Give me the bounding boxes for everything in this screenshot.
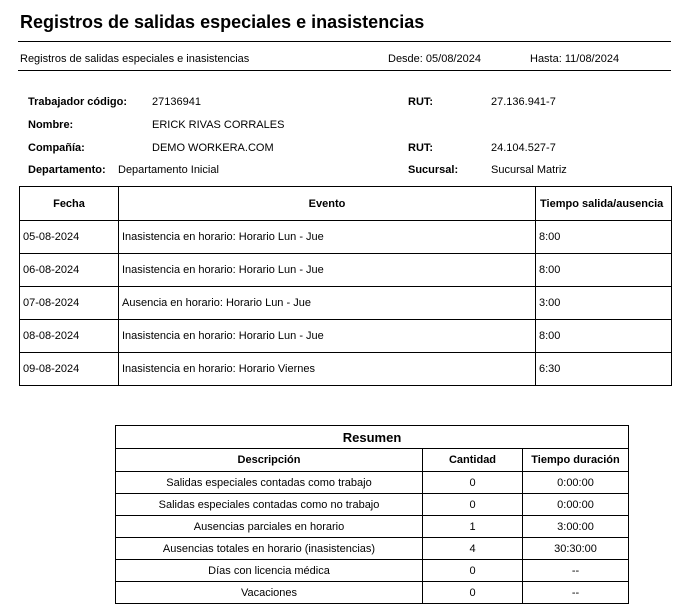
report-name: Registros de salidas especiales e inasistencias <box>20 53 250 65</box>
table-row <box>20 254 672 287</box>
date-from: Desde: 05/08/2024 <box>388 53 481 65</box>
summary-duration: 3:00:00 <box>523 516 629 538</box>
summary-description: Salidas especiales contadas como trabajo <box>116 472 423 494</box>
department-value: Departamento Inicial <box>118 164 219 176</box>
summary-description: Ausencias parciales en horario <box>116 516 423 538</box>
table-row <box>116 560 629 582</box>
summary-duration: -- <box>523 560 629 582</box>
summary-duration: 0:00:00 <box>523 494 629 516</box>
event-duration: 3:00 <box>536 287 672 320</box>
event-duration: 8:00 <box>536 320 672 353</box>
table-row <box>20 353 672 386</box>
event-description: Inasistencia en horario: Horario Lun - Jue <box>119 254 536 287</box>
header-tiempo-duracion: Tiempo duración <box>523 449 629 472</box>
department-label: Departamento: <box>28 164 106 176</box>
worker-code-label: Trabajador código: <box>28 96 128 108</box>
summary-count: 0 <box>423 582 523 604</box>
subheader-divider <box>18 70 671 71</box>
event-description: Inasistencia en horario: Horario Lun - Jue <box>119 320 536 353</box>
branch-value: Sucursal Matriz <box>491 164 567 176</box>
table-row <box>116 516 629 538</box>
event-duration: 6:30 <box>536 353 672 386</box>
worker-rut-label: RUT: <box>408 96 434 108</box>
table-row <box>20 320 672 353</box>
company-label: Compañía: <box>28 142 85 154</box>
summary-description: Ausencias totales en horario (inasistencias) <box>116 538 423 560</box>
table-row <box>116 494 629 516</box>
summary-description: Días con licencia médica <box>116 560 423 582</box>
header-tiempo: Tiempo salida/ausencia <box>536 187 672 221</box>
worker-rut-value: 27.136.941-7 <box>491 96 556 108</box>
table-row <box>20 287 672 320</box>
summary-table <box>115 425 629 604</box>
summary-count: 4 <box>423 538 523 560</box>
summary-description: Salidas especiales contadas como no trabajo <box>116 494 423 516</box>
table-row <box>116 582 629 604</box>
company-rut-label: RUT: <box>408 142 434 154</box>
company-value: DEMO WORKERA.COM <box>152 142 274 154</box>
event-description: Ausencia en horario: Horario Lun - Jue <box>119 287 536 320</box>
header-evento: Evento <box>119 187 536 221</box>
worker-name-label: Nombre: <box>28 119 74 131</box>
event-date: 09-08-2024 <box>20 353 119 386</box>
summary-count: 0 <box>423 560 523 582</box>
events-table <box>19 186 672 386</box>
event-duration: 8:00 <box>536 254 672 287</box>
table-row <box>116 538 629 560</box>
table-row <box>20 221 672 254</box>
header-cantidad: Cantidad <box>423 449 523 472</box>
event-date: 05-08-2024 <box>20 221 119 254</box>
summary-duration: -- <box>523 582 629 604</box>
company-rut-value: 24.104.527-7 <box>491 142 556 154</box>
summary-duration: 0:00:00 <box>523 472 629 494</box>
summary-header-row <box>116 449 629 472</box>
header-fecha: Fecha <box>20 187 119 221</box>
events-header-row <box>20 187 672 221</box>
date-to: Hasta: 11/08/2024 <box>530 53 620 65</box>
event-duration: 8:00 <box>536 221 672 254</box>
event-description: Inasistencia en horario: Horario Lun - Jue <box>119 221 536 254</box>
event-date: 06-08-2024 <box>20 254 119 287</box>
summary-title: Resumen <box>116 426 629 449</box>
page-title: Registros de salidas especiales e inasistencias <box>20 12 425 32</box>
worker-code-value: 27136941 <box>152 96 201 108</box>
summary-count: 1 <box>423 516 523 538</box>
table-row <box>116 472 629 494</box>
worker-name-value: ERICK RIVAS CORRALES <box>152 119 285 131</box>
summary-description: Vacaciones <box>116 582 423 604</box>
event-description: Inasistencia en horario: Horario Viernes <box>119 353 536 386</box>
summary-count: 0 <box>423 494 523 516</box>
event-date: 08-08-2024 <box>20 320 119 353</box>
summary-count: 0 <box>423 472 523 494</box>
event-date: 07-08-2024 <box>20 287 119 320</box>
header-descripcion: Descripción <box>116 449 423 472</box>
branch-label: Sucursal: <box>408 164 459 176</box>
title-divider <box>18 41 671 42</box>
summary-duration: 30:30:00 <box>523 538 629 560</box>
